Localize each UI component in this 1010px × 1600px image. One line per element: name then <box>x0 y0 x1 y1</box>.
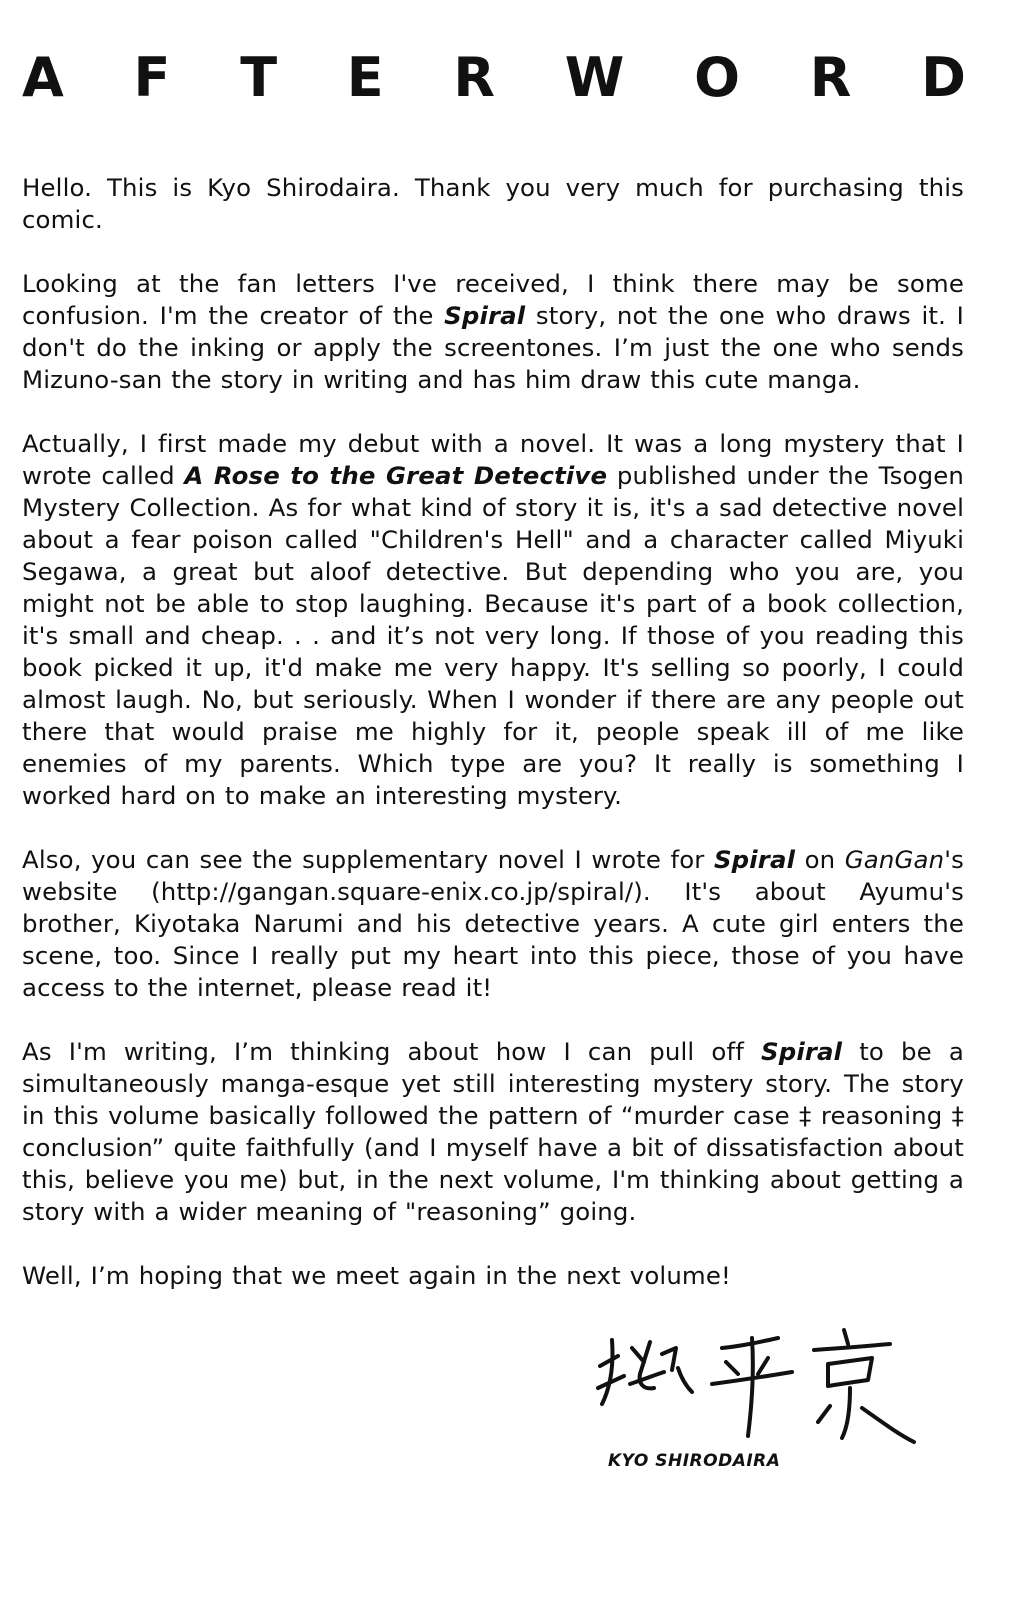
page-title <box>22 46 966 110</box>
paragraph-creator: Looking at the fan letters I've received, I think there may be some confusion. I'm the creator of the Spiral story, not the one who draws it. I don't do the inking or apply the screentones. I’m just the one who sends Mizuno-san the story in writing and has him draw this cute manga. <box>22 269 964 394</box>
title-letter: A <box>22 46 64 109</box>
series-title: Spiral <box>713 845 796 874</box>
title-letter: O <box>694 46 740 109</box>
paragraph-greeting: Hello. This is Kyo Shirodaira. Thank you very much for purchasing this comic. <box>22 173 964 234</box>
novel-title: A Rose to the Great Detective <box>184 461 608 490</box>
title-letter: D <box>921 46 966 109</box>
series-title: Spiral <box>444 301 526 330</box>
title-letter: W <box>564 46 625 109</box>
title-letter: R <box>453 46 496 109</box>
series-title: Spiral <box>761 1037 843 1066</box>
signature-name: KYO SHIRODAIRA <box>608 1451 781 1471</box>
handwritten-signature-glyphs <box>592 1318 922 1453</box>
paragraph-website: Also, you can see the supplementary novel I wrote for Spiral on GanGan's website (http://gangan.square-enix.co.jp/spiral/). It's about Ayumu's brother, Kiyotaka Narumi and his detective years. A cute girl enters the scene, too. Since I really put my heart into this piece, those of you have access to the internet, please read it! <box>22 845 964 1002</box>
title-letter: F <box>133 46 171 109</box>
paragraph-novel: Actually, I first made my debut with a novel. It was a long mystery that I wrote called A Rose to the Great Detective published under the Tsogen Mystery Collection. As for what kind of story it is, it's a sad detective novel about a fear poison called "Children's Hell" and a character called Miyuki Segawa, a great but aloof detective. But depending who you are, you might not be able to stop laughing. Because it's part of a book collection, it's small and cheap. . . and it’s not very long. If those of you reading this book picked it up, it'd make me very happy. It's selling so poorly, I could almost laugh. No, but seriously. When I wonder if there are any people out there that would praise me highly for it, people speak ill of me like enemies of my parents. Which type are you? It really is something I worked hard on to make an interesting mystery. <box>22 429 964 810</box>
title-letter: T <box>240 46 278 109</box>
magazine-title: GanGan <box>844 845 945 874</box>
title-letter: E <box>346 46 384 109</box>
author-signature <box>592 1318 922 1478</box>
afterword-body <box>22 172 964 1324</box>
title-letter: R <box>809 46 852 109</box>
paragraph-writing: As I'm writing, I’m thinking about how I can pull off Spiral to be a simultaneously manga-esque yet still interesting mystery story. The story in this volume basically followed the pattern of “murder case ‡ reasoning ‡ conclusion” quite faithfully (and I myself have a bit of dissatisfaction about this, believe you me) but, in the next volume, I'm thinking about getting a story with a wider meaning of "reasoning” going. <box>22 1037 964 1226</box>
paragraph-closing: Well, I’m hoping that we meet again in the next volume! <box>22 1261 731 1290</box>
